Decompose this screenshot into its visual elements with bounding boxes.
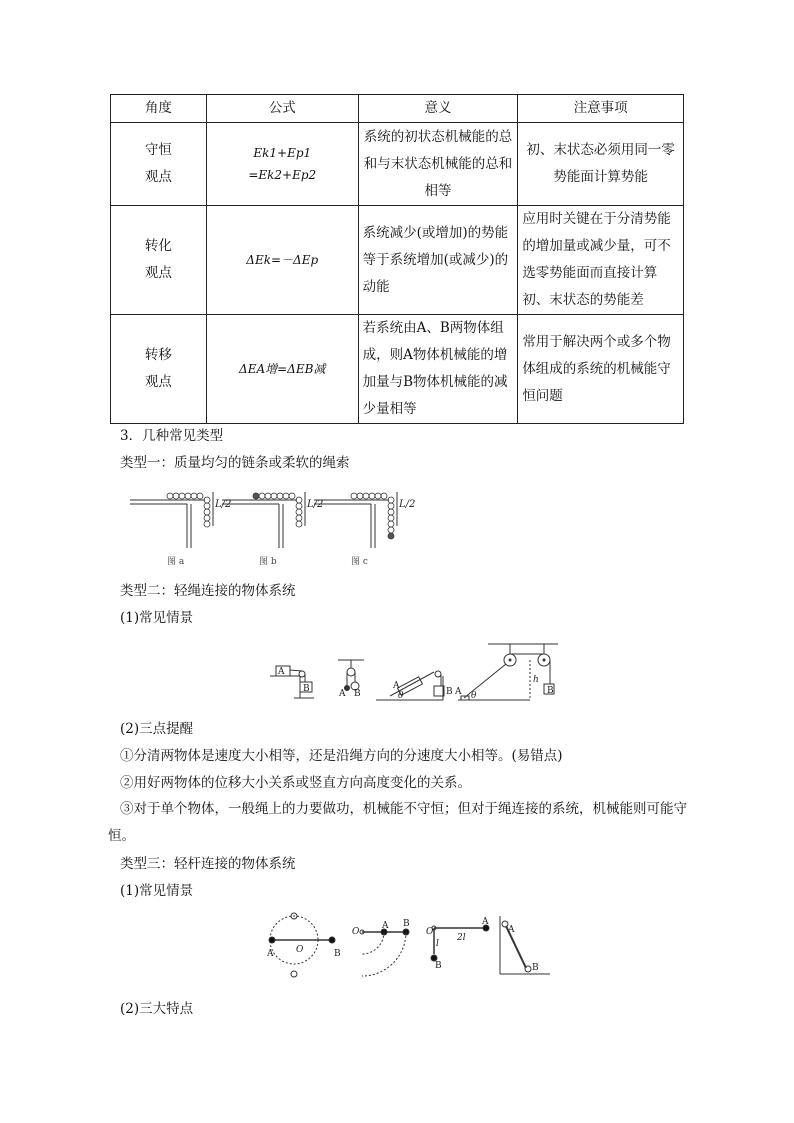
table-row [111,123,684,206]
svg-text:l: l [436,939,439,949]
type2-tips-label: (2)三点提醒 [120,721,194,737]
svg-text:A: A [339,689,346,699]
type1-heading: 类型一：质量均匀的链条或柔软的绳索 [120,455,350,471]
svg-text:O: O [426,927,434,937]
heading-3: 3．几种常见类型 [120,428,224,444]
svg-text:A: A [278,667,285,677]
note-cell: 常用于解决两个或多个物体组成的系统的机械能守恒问题 [518,315,684,424]
svg-text:θ: θ [471,691,477,701]
rope-scenario-figures [268,638,558,704]
svg-text:B: B [354,689,361,699]
svg-text:A: A [267,949,274,959]
svg-text:B: B [303,684,310,694]
angle-cell: 转移观点 [111,315,207,424]
tip-1: ①分清两物体是速度大小相等，还是沿绳方向的分速度大小相等。(易错点) [120,748,563,764]
fig-b-label: 图 b [259,557,277,567]
fig-c-label: 图 c [351,557,368,567]
note-cell: 应用时关键在于分清势能的增加量或减少量，可不选零势能面而直接计算初、末状态的势能差 [518,206,684,315]
type2-heading: 类型二：轻绳连接的物体系统 [120,583,296,599]
meaning-cell: 若系统由A、B两物体组成，则A物体机械能的增加量与B物体机械能的减少量相等 [358,315,518,424]
chain-figures [125,478,415,570]
header-note: 注意事项 [518,95,684,123]
rod-scenario-figures [264,910,554,982]
type3-features-label: (2)三大特点 [120,1001,194,1017]
meaning-cell: 系统的初状态机械能的总和与末状态机械能的总和相等 [358,123,518,206]
formula-cell: Ek1+Ep1 =Ek2+Ep2 [206,123,358,206]
type3-heading: 类型三：轻杆连接的物体系统 [120,856,296,872]
svg-text:O: O [352,927,360,937]
svg-text:A: A [382,921,389,931]
svg-text:A: A [508,925,515,935]
svg-text:B: B [435,961,442,971]
svg-text:B: B [334,949,341,959]
header-meaning: 意义 [358,95,518,123]
note-cell: 初、末状态必须用同一零势能面计算势能 [518,123,684,206]
svg-text:B: B [403,919,410,929]
type2-scenarios-label: (1)常见情景 [120,610,194,626]
angle-cell: 转化观点 [111,206,207,315]
svg-text:h: h [533,675,539,685]
svg-text:L/2: L/2 [399,499,415,510]
svg-text:θ: θ [398,691,404,701]
svg-text:O: O [296,945,304,955]
svg-text:B: B [532,963,539,973]
header-angle: 角度 [111,95,207,123]
svg-text:L/2: L/2 [215,499,232,510]
formula-cell: ΔEA增=ΔEB减 [206,315,358,424]
tip-2: ②用好两物体的位移大小关系或竖直方向高度变化的关系。 [120,775,471,791]
meaning-cell: 系统减少(或增加)的势能等于系统增加(或减少)的动能 [358,206,518,315]
svg-text:A: A [455,687,462,697]
svg-text:A: A [482,917,489,927]
type3-scenarios-label: (1)常见情景 [120,883,194,899]
formula-cell: ΔEk=－ΔEp [206,206,358,315]
svg-text:B: B [446,687,453,697]
svg-text:L/2: L/2 [307,499,324,510]
fig-a-label: 图 a [167,557,185,567]
angle-cell: 守恒观点 [111,123,207,206]
header-formula: 公式 [206,95,358,123]
svg-text:2l: 2l [457,933,466,943]
svg-text:B: B [547,686,554,696]
svg-text:A: A [393,681,400,691]
comparison-table [110,94,684,424]
tip-3: ③对于单个物体，一般绳上的力要做功，机械能不守恒；但对于绳连接的系统，机械能则可能守恒。 [108,801,687,844]
table-row [111,315,684,424]
table-row [111,206,684,315]
